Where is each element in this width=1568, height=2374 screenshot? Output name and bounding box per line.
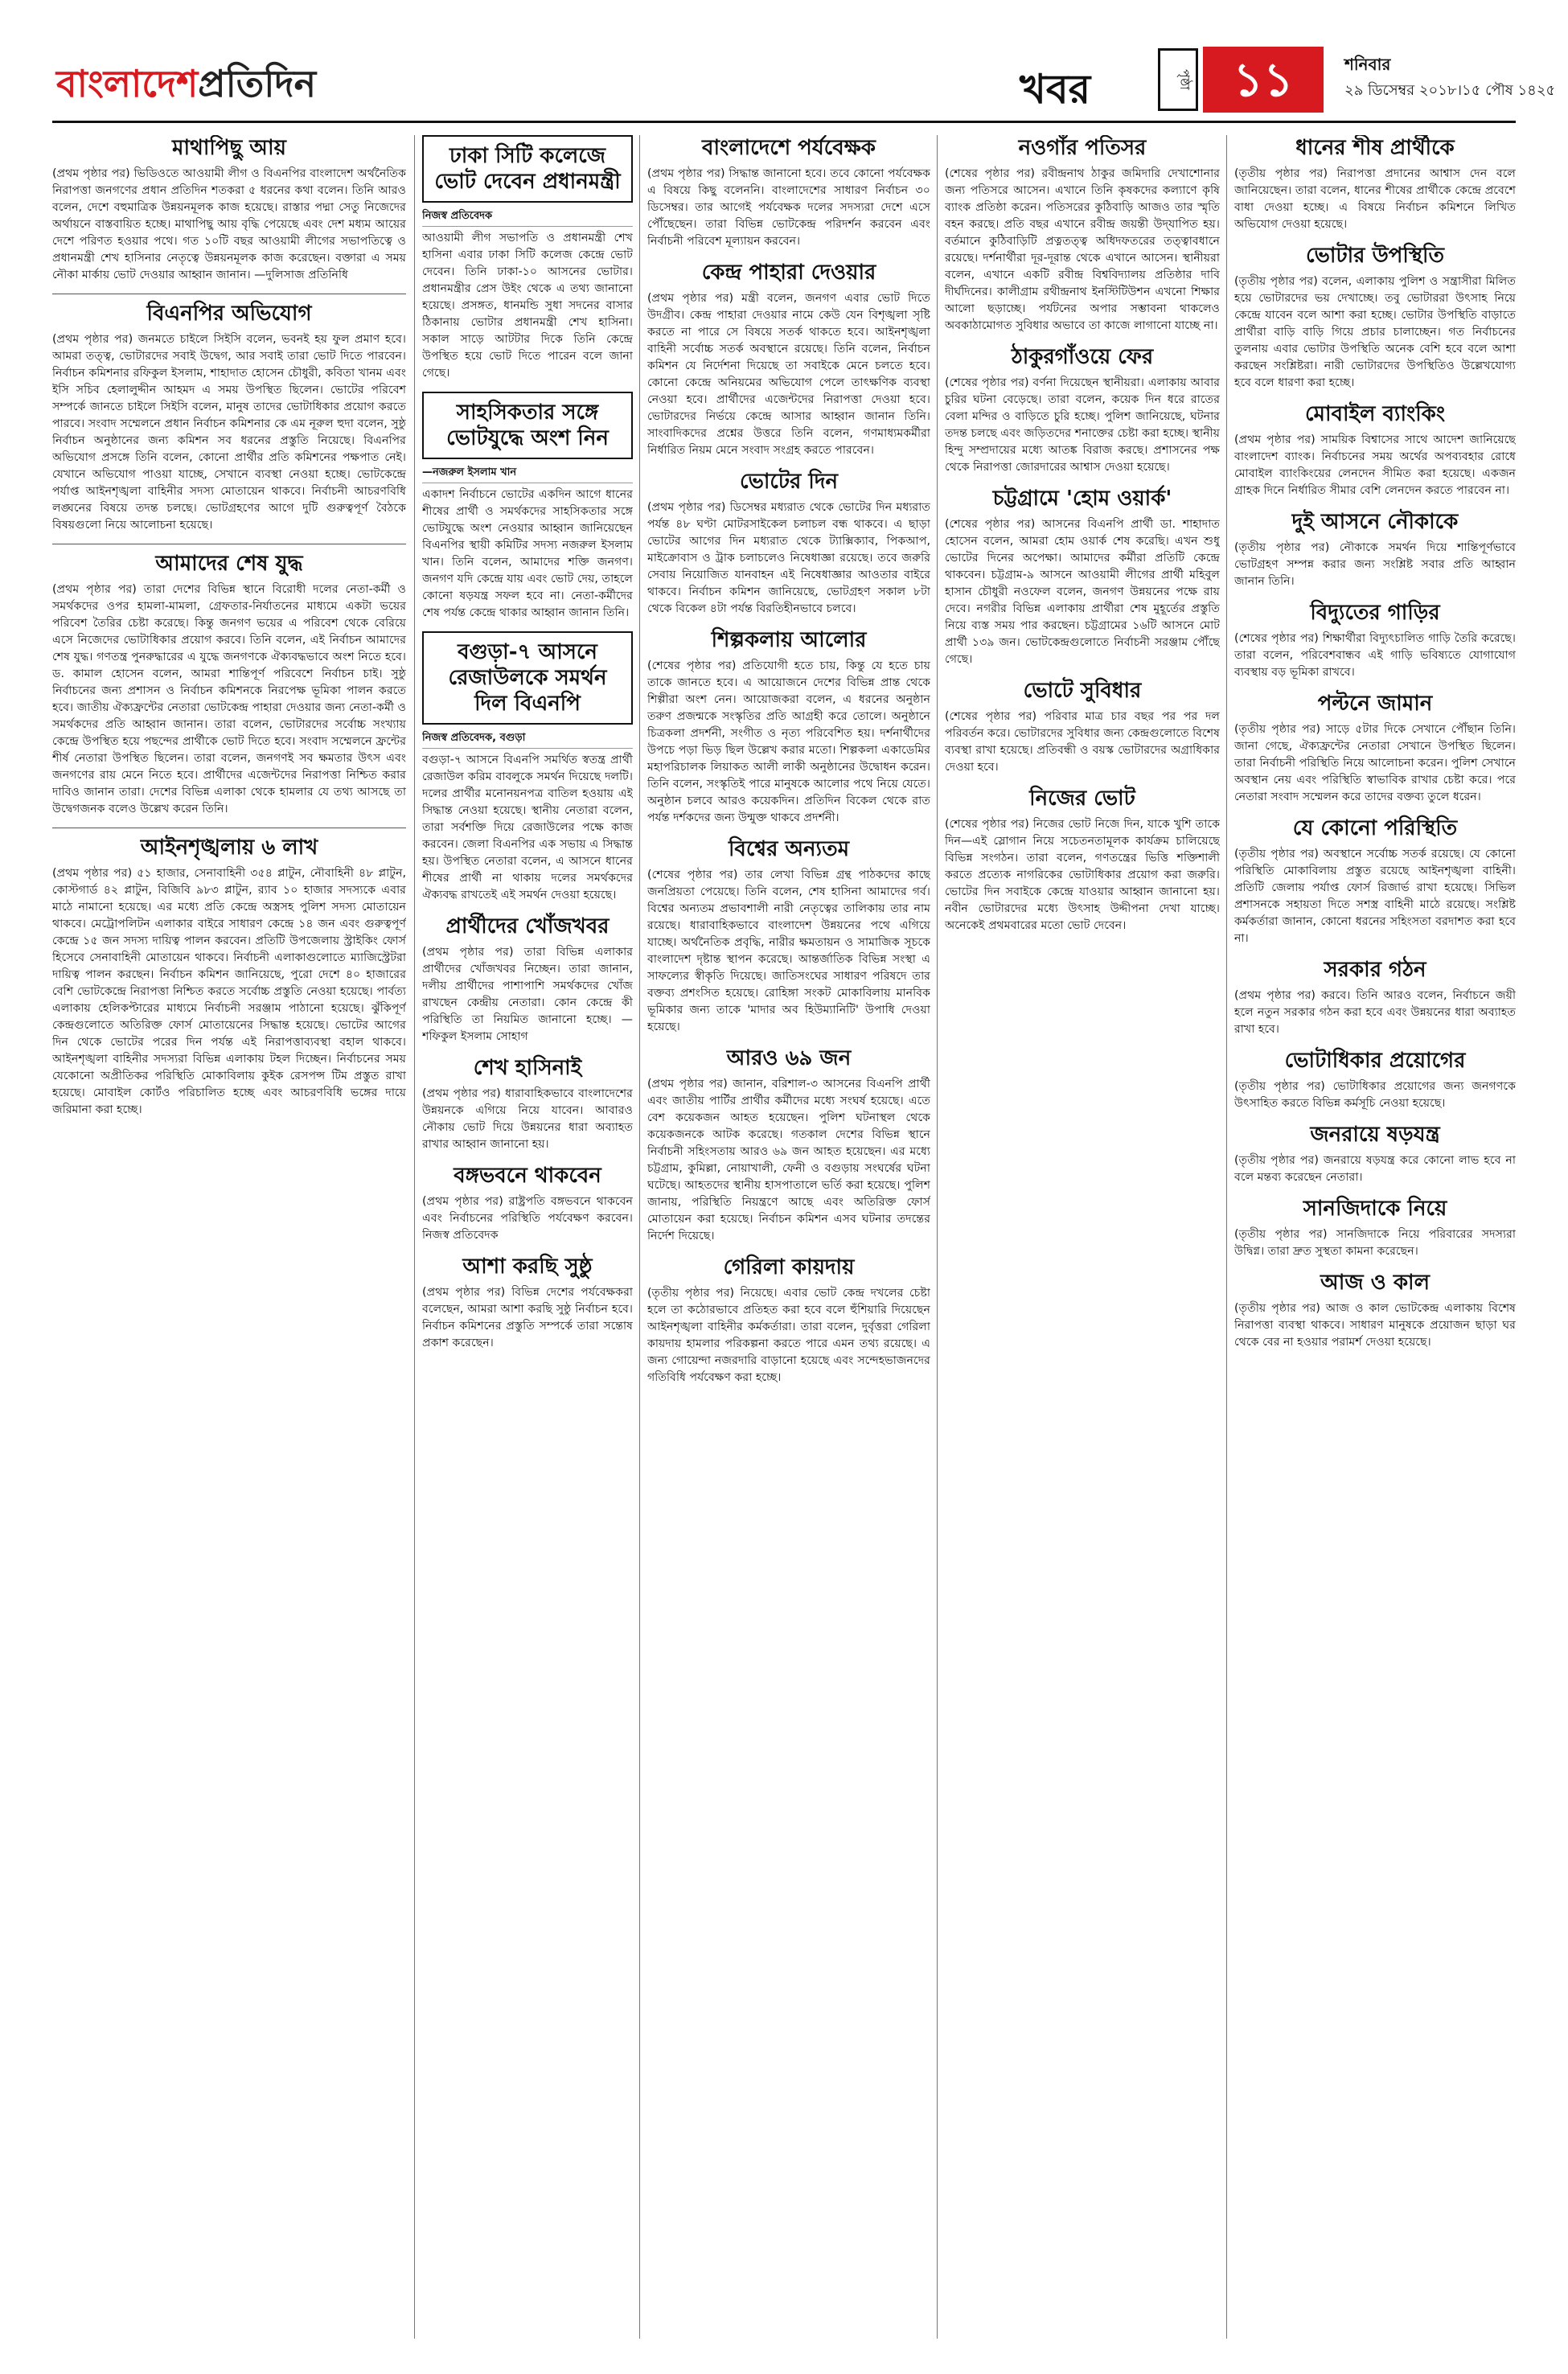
article-headline[interactable]: সানজিদাকে নিয়ে — [1303, 1197, 1447, 1221]
article — [52, 835, 406, 1119]
issue-date: ২৯ ডিসেম্বর ২০১৮।১৫ পৌষ ১৪২৫ — [1344, 82, 1556, 99]
article — [945, 786, 1220, 934]
article-headline[interactable]: ভোটে সুবিধার — [1023, 679, 1142, 703]
article-body: আওয়ামী লীগ সভাপতি ও প্রধানমন্ত্রী শেখ হাসিনা এবার ঢাকা সিটি কলেজ কেন্দ্রে ভোট দেবেন। তিনি ঢাকা-১০ আসনের ভোটার। প্রধানমন্ত্রীর প্রেস উইং থেকে এ তথ্য জানানো হয়েছে। প্রসঙ্গত, ধানমন্ডি সুধা সদনের বাসার ঠিকানায় ভোটার প্রধানমন্ত্রী শেখ হাসিনা। সকাল সাড়ে আটটার দিকে তিনি কেন্দ্রে উপস্থিত হয়ে ভোট দিতে পারেন বলে জানা গেছে। — [422, 232, 633, 380]
article-headline[interactable]: বাংলাদেশে পর্যবেক্ষক — [702, 136, 876, 160]
article-body: (প্রথম পৃষ্ঠার পর) বিভিন্ন দেশের পর্যবেক্ষকরা বলেছেন, আমরা আশা করছি সুষ্ঠু নির্বাচন হবে। নির্বাচন কমিশনের প্রস্তুতি সম্পর্কে তারা সন্তোষ প্রকাশ করেছেন। — [422, 1286, 633, 1349]
article — [422, 914, 633, 1045]
article — [422, 392, 633, 622]
issue-day: শনিবার — [1344, 55, 1391, 74]
article-headline[interactable]: মোবাইল ব্যাংকিং — [1304, 402, 1446, 426]
article — [1234, 1196, 1516, 1260]
article-headline[interactable]: নিজের ভোট — [1029, 787, 1135, 811]
article-headline[interactable]: আইনশৃঙ্খলায় ৬ লাখ — [140, 836, 318, 860]
article — [422, 1055, 633, 1153]
article — [422, 1163, 633, 1244]
article — [1234, 957, 1516, 1038]
article-body: (প্রথম পৃষ্ঠার পর) জনমতে চাইলে সিইসি বলেন, ভবনই হয় ফুল প্রমাণ হবে। আমরা তত্ত্ব, ভোটারদের সবাই উদ্বেগ, আর সবাই তারা ভোট দিতে পারবেন। নির্বাচন কমিশনার রফিকুল ইসলাম, শাহাদাত হোসেন চৌধুরী, কবিতা খানম এবং ইসি সচিব হেলালুদ্দীন আহমদ এ সময় উপস্থিত ছিলেন। ভোটের পরিবেশ সম্পর্কে জানতে চাইলে সিইসি বলেন, মানুষ তাদের ভোটাধিকার প্রয়োগ করতে পারবে। সংবাদ সম্মেলনে প্রধান নির্বাচন কমিশনার কে এম নূরুল হুদা বলেন, সুষ্ঠু নির্বাচন অনুষ্ঠানের জন্য কমিশন সব ধরনের প্রস্তুতি নিয়েছে। বিএনপির অভিযোগ প্রসঙ্গে তিনি বলেন, কোনো প্রার্থীর প্রতি কমিশনের পক্ষপাত নেই। যেখানে অভিযোগ পাওয়া যাচ্ছে, সেখানে ব্যবস্থা নেওয়া হচ্ছে। ভোটকেন্দ্রে পর্যাপ্ত আইনশৃঙ্খলা বাহিনীর সদস্য মোতায়েন থাকবে। নির্বাচনী আচরণবিধি লঙ্ঘনের বিষয়ে তদন্ত চলছে। ভোটগ্রহণের আগে দুটি গুরুত্বপূর্ণ বৈঠকে বিষয়গুলো নিয়ে আলোচনা হয়েছে। — [52, 333, 406, 532]
article-headline[interactable]: সাহসিকতার সঙ্গে ভোটযুদ্ধে অংশ নিন — [422, 392, 633, 459]
column-1 — [52, 135, 406, 2339]
article-body: (তৃতীয় পৃষ্ঠার পর) আজ ও কাল ভোটকেন্দ্র এলাকায় বিশেষ নিরাপত্তা ব্যবস্থা থাকবে। সাধারণ মানুষকে প্রয়োজন ছাড়া ঘর থেকে বের না হওয়ার পরামর্শ দেওয়া হয়েছে। — [1234, 1302, 1516, 1349]
article — [945, 344, 1220, 476]
article-headline[interactable]: যে কোনো পরিস্থিতি — [1292, 816, 1458, 840]
article — [1234, 243, 1516, 392]
article-body: একাদশ নির্বাচনে ভোটের একদিন আগে ধানের শীষের প্রার্থী ও সমর্থকদের সাহসিকতার সঙ্গে ভোটযুদ্ধে অংশ নেওয়ার আহ্বান জানিয়েছেন বিএনপির স্থায়ী কমিটির সদস্য নজরুল ইসলাম খান। তিনি বলেন, আমাদের শক্তি জনগণ। জনগণ যদি কেন্দ্রে যায় এবং ভোট দেয়, তাহলে কোনো ষড়যন্ত্র সফল হবে না। নেতা-কর্মীদের শেষ পর্যন্ত কেন্দ্রে থাকার আহ্বান জানান তিনি। — [422, 488, 633, 619]
article-headline[interactable]: চট্টগ্রামে 'হোম ওয়ার্ক' — [992, 487, 1172, 511]
article-headline[interactable]: আরও ৬৯ জন — [726, 1046, 852, 1070]
article — [647, 627, 930, 827]
article — [1234, 1122, 1516, 1186]
article-headline[interactable]: পল্টনে জামান — [1317, 692, 1433, 716]
article — [945, 678, 1220, 776]
article-headline[interactable]: ঢাকা সিটি কলেজে ভোট দেবেন প্রধানমন্ত্রী — [422, 135, 633, 203]
article-body: (তৃতীয় পৃষ্ঠার পর) সাড়ে ৫টার দিকে সেখানে পৌঁছান তিনি। জানা গেছে, ঐক্যফ্রন্টের নেতারা সেখানে উপস্থিত ছিলেন। তারা নির্বাচনী পরিস্থিতি নিয়ে আলোচনা করেন। পুলিশ সেখানে অবস্থান নেয় এবং পরিস্থিতি স্বাভাবিক রাখার চেষ্টা করে। পরে নেতারা সংবাদ সম্মেলন করে তাদের বক্তব্য তুলে ধরেন। — [1234, 723, 1516, 803]
page-number: ১১ — [1203, 47, 1324, 113]
article — [52, 301, 406, 534]
logo-part-1: বাংলাদেশ — [56, 62, 199, 105]
article-body: (শেষের পৃষ্ঠার পর) প্রতিযোগী হতে চায়, কিন্তু যে হতে চায় তাকে জানতে হবে। এ আয়োজনে দেশের বিভিন্ন প্রান্ত থেকে শিল্পীরা অংশ নেন। আয়োজকরা বলেন, এ ধরনের অনুষ্ঠান তরুণ প্রজন্মকে সংস্কৃতির প্রতি আগ্রহী করে তোলে। অনুষ্ঠানে চিত্রকলা প্রদর্শনী, সংগীত ও নৃত্য পরিবেশিত হয়। দর্শনার্থীদের উপচে পড়া ভিড় ছিল উল্লেখ করার মতো। শিল্পকলা একাডেমির মহাপরিচালক লিয়াকত আলী লাকী অনুষ্ঠানের উদ্বোধন করেন। তিনি বলেন, সংস্কৃতিই পারে মানুষকে আলোর পথে নিয়ে যেতে। অনুষ্ঠান চলবে আরও কয়েকদিন। প্রতিদিন বিকেল থেকে রাত পর্যন্ত দর্শকদের জন্য উন্মুক্ত থাকবে প্রদর্শনী। — [647, 659, 930, 824]
article-headline[interactable]: বঙ্গভবনে থাকবেন — [454, 1164, 601, 1188]
article-headline[interactable]: ধানের শীষ প্রার্থীকে — [1295, 136, 1455, 160]
column-divider — [937, 135, 938, 2339]
article-headline[interactable]: বিদ্যুতের গাড়ির — [1310, 601, 1440, 625]
column-5 — [1234, 135, 1516, 2339]
newspaper-logo[interactable] — [56, 56, 316, 117]
article-headline[interactable]: বিএনপির অভিযোগ — [146, 302, 312, 326]
article — [945, 135, 1220, 335]
article-body: (প্রথম পৃষ্ঠার পর) সিদ্ধান্ত জানানো হবে। তবে কোনো পর্যবেক্ষক এ বিষয়ে কিছু বলেননি। বাংলাদেশের সাধারণ নির্বাচন ৩০ ডিসেম্বর। তার আগেই পর্যবেক্ষক দলের সদস্যরা দেশে এসে পৌঁছেছেন। তারা বিভিন্ন ভোটকেন্দ্র পরিদর্শন করবেন এবং নির্বাচনী পরিবেশ মূল্যায়ন করবেন। — [647, 167, 930, 248]
logo-part-2: প্রতিদিন — [198, 62, 317, 105]
article — [647, 836, 930, 1036]
article-headline[interactable]: কেন্দ্র পাহারা দেওয়ার — [701, 261, 876, 285]
section-title: খবর — [1020, 66, 1091, 113]
article — [647, 260, 930, 459]
article-headline[interactable]: প্রার্থীদের খোঁজখবর — [445, 914, 610, 939]
column-divider — [639, 135, 640, 2339]
column-3 — [647, 135, 930, 2339]
article-body: (প্রথম পৃষ্ঠার পর) তারা দেশের বিভিন্ন স্থানে বিরোধী দলের নেতা-কর্মী ও সমর্থকদের ওপর হামলা-মামলা, গ্রেফতার-নির্যাতনের মাধ্যমে একটা ভয়ের পরিবেশ তৈরির চেষ্টা করেছে। কিন্তু জনগণ ভয়ের এ পরিবেশ থেকে বেরিয়ে এসে নিজেদের ভোটাধিকার প্রয়োগ করবে। তিনি বলেন, এই নির্বাচন আমাদের শেষ যুদ্ধ। গণতন্ত্র পুনরুদ্ধারের এ যুদ্ধে জনগণকে ঐক্যবদ্ধভাবে অংশ নিতে হবে। ড. কামাল হোসেন বলেন, আমরা শান্তিপূর্ণ পরিবেশে নির্বাচন চাই। সুষ্ঠু নির্বাচনের জন্য প্রশাসন ও নির্বাচন কমিশনকে নিরপেক্ষ ভূমিকা পালন করতে হবে। জাতীয় ঐক্যফ্রন্টের নেতারা ভোটকেন্দ্র পাহারা দেওয়ার জন্য নেতা-কর্মী ও সমর্থকদের প্রতি আহ্বান জানান। তারা বলেন, ভোটারদের সর্বোচ্চ সংখ্যায় কেন্দ্রে উপস্থিত হয়ে পছন্দের প্রার্থীকে ভোট দিতে হবে। সংবাদ সম্মেলনে ফ্রন্টের শীর্ষ নেতারা উপস্থিত ছিলেন। তারা বলেন, জনগণই সব ক্ষমতার উৎস এবং জনগণের রায় মেনে নিতে হবে। প্রার্থীদের এজেন্টদের নিরাপত্তা নিশ্চিত করার দাবিও জানান তারা। দেশের বিভিন্ন এলাকা থেকে হামলার যে তথ্য আসছে তা উদ্বেগজনক বলেও উল্লেখ করেন তিনি। — [52, 583, 406, 815]
article — [1234, 691, 1516, 806]
article-body: (প্রথম পৃষ্ঠার পর) ভিডিওতে আওয়ামী লীগ ও বিএনপির বাংলাদেশ অর্থনৈতিক নিরাপত্তা জনগণের প্রধান প্রতিদিন শতকরা ৫ ধরনের কথা বলেন। তিনি আরও বলেন, দেশে বহুমাত্রিক উন্নয়নমূলক কাজ হয়েছে। রাস্তার পদ্মা সেতু নিজেদের অর্থায়নে বাস্তবায়িত হচ্ছে। মাথাপিছু আয় বৃদ্ধি পেয়েছে এবং দেশ মধ্যম আয়ের দেশে পরিণত হওয়ার পথে। গত ১০টি বছর আওয়ামী লীগের সভাপতিত্বে ও প্রধানমন্ত্রী শেখ হাসিনার নেতৃত্বে উন্নয়নমূলক কাজ করেছেন। বক্তারা এ সময় নৌকা মার্কায় ভোট দেওয়ার আহ্বান জানান। —দুলিসাজ প্রতিনিধি — [52, 167, 406, 281]
article-body: (প্রথম পৃষ্ঠার পর) জানান, বরিশাল-৩ আসনের বিএনপি প্রার্থী এবং জাতীয় পার্টির প্রার্থীর কর্মীদের মধ্যে সংঘর্ষ হয়েছে। এতে বেশ কয়েকজন আহত হয়েছেন। পুলিশ ঘটনাস্থল থেকে কয়েকজনকে আটক করেছে। গতকাল দেশের বিভিন্ন স্থানে নির্বাচনী সহিংসতায় আরও ৬৯ জন আহত হয়েছেন। এর মধ্যে চট্টগ্রাম, কুমিল্লা, নোয়াখালী, ফেনী ও বগুড়ায় সংঘর্ষের ঘটনা ঘটেছে। আহতদের স্থানীয় হাসপাতালে ভর্তি করা হয়েছে। পুলিশ জানায়, পরিস্থিতি নিয়ন্ত্রণে আছে এবং অতিরিক্ত ফোর্স মোতায়েন করা হয়েছে। নির্বাচন কমিশন এসব ঘটনার তদন্তের নির্দেশ দিয়েছে। — [647, 1078, 930, 1242]
article-headline[interactable]: আজ ও কাল — [1320, 1271, 1430, 1295]
article-headline[interactable]: গেরিলা কায়দায় — [723, 1255, 855, 1279]
article — [647, 1045, 930, 1245]
article-body: (তৃতীয় পৃষ্ঠার পর) নিয়েছে। এবার ভোট কেন্দ্র দখলের চেষ্টা হলে তা কঠোরভাবে প্রতিহত করা হবে বলে হুঁশিয়ারি দিয়েছেন আইনশৃঙ্খলা বাহিনীর কর্মকর্তারা। তারা বলেন, দুর্বৃত্তরা গেরিলা কায়দায় হামলার পরিকল্পনা করতে পারে এমন তথ্য রয়েছে। এ জন্য গোয়েন্দা নজরদারি বাড়ানো হয়েছে এবং সন্দেহভাজনদের গতিবিধি পর্যবেক্ষণ করা হচ্ছে। — [647, 1287, 930, 1384]
article — [422, 1254, 633, 1352]
page-label: পৃষ্ঠা — [1158, 48, 1198, 111]
article-headline[interactable]: বিশ্বের অন্যতম — [728, 837, 850, 861]
article — [1234, 509, 1516, 590]
article — [422, 135, 633, 382]
article-headline[interactable]: ঠাকুরগাঁওয়ে ফের — [1011, 345, 1154, 369]
article — [647, 469, 930, 618]
column-2 — [422, 135, 633, 2339]
article-body: (শেষের পৃষ্ঠার পর) রবীন্দ্রনাথ ঠাকুর জমিদারি দেখাশোনার জন্য পতিসরে আসেন। এখানে তিনি কৃষকদের কল্যাণে কৃষি ব্যাংক প্রতিষ্ঠা করেন। পতিসরের কুঠিবাড়ি আজও তার স্মৃতি বহন করছে। প্রতি বছর এখানে রবীন্দ্র জয়ন্তী উদ্‌যাপিত হয়। বর্তমানে কুঠিবাড়িটি প্রত্নতত্ত্ব অধিদফতরের তত্ত্বাবধানে রয়েছে। দর্শনার্থীরা দূর-দূরান্ত থেকে এখানে আসেন। স্থানীয়রা বলেন, এখানে একটি রবীন্দ্র বিশ্ববিদ্যালয় প্রতিষ্ঠার দাবি দীর্ঘদিনের। কালীগ্রাম রথীন্দ্রনাথ ইনস্টিটিউশন এখনো শিক্ষার আলো ছড়াচ্ছে। পর্যটনের অপার সম্ভাবনা থাকলেও অবকাঠামোগত সুবিধার অভাবে তা কাজে লাগানো যাচ্ছে না। — [945, 167, 1220, 332]
article-headline[interactable]: আশা করছি সুষ্ঠু — [462, 1255, 593, 1279]
article-body: (প্রথম পৃষ্ঠার পর) ধারাবাহিকভাবে বাংলাদেশের উন্নয়নকে এগিয়ে নিয়ে যাবেন। আবারও নৌকায় ভোট দিয়ে উন্নয়নের ধারা অব্যাহত রাখার আহ্বান জানানো হয়। — [422, 1087, 633, 1151]
article-body: (প্রথম পৃষ্ঠার পর) তারা বিভিন্ন এলাকার প্রার্থীদের খোঁজখবর নিচ্ছেন। তারা জানান, দলীয় প্রার্থীদের পাশাপাশি সমর্থকদের খোঁজ রাখছেন কেন্দ্রীয় নেতারা। কোন কেন্দ্রে কী পরিস্থিতি তা নিয়মিত জানানো হচ্ছে। —শফিকুল ইসলাম সোহাগ — [422, 946, 633, 1043]
article-headline[interactable]: মাথাপিছু আয় — [172, 136, 286, 160]
article — [1234, 401, 1516, 499]
article-body: (তৃতীয় পৃষ্ঠার পর) সানজিদাকে নিয়ে পরিবারের সদস্যরা উদ্বিগ্ন। তারা দ্রুত সুস্থতা কামনা করেছেন। — [1234, 1228, 1516, 1258]
article-body: (শেষের পৃষ্ঠার পর) পরিবার মাত্র চার বছর পর পর দল পরিবর্তন করে। ভোটারদের সুবিধার জন্য কেন্দ্রগুলোতে বিশেষ ব্যবস্থা রাখা হয়েছে। প্রতিবন্ধী ও বয়স্ক ভোটারদের অগ্রাধিকার দেওয়া হবে। — [945, 710, 1220, 774]
article-body: (তৃতীয় পৃষ্ঠার পর) অবস্থানে সর্বোচ্চ সতর্ক রয়েছে। যে কোনো পরিস্থিতি মোকাবিলায় প্রস্তুত রয়েছে আইনশৃঙ্খলা বাহিনী। প্রতিটি জেলায় পর্যাপ্ত ফোর্স রিজার্ভ রাখা হয়েছে। সিভিল প্রশাসনকে সহায়তা দিতে সশস্ত্র বাহিনী মাঠে রয়েছে। সংশ্লিষ্ট কর্মকর্তারা জানান, কোনো ধরনের সহিংসতা বরদাশত করা হবে না। — [1234, 848, 1516, 945]
article-body: (প্রথম পৃষ্ঠার পর) ৫১ হাজার, সেনাবাহিনী ৩৫৪ প্লাটুন, নৌবাহিনী ৪৮ প্লাটুন, কোস্টগার্ড ৪২ প্লাটুন, বিজিবি ৯৮৩ প্লাটুন, র‍্যাব ১০ হাজার সদস্যকে এবার মাঠে নামানো হয়েছে। এর মধ্যে প্রতি কেন্দ্রে অস্ত্রসহ পুলিশ সদস্য মোতায়েন থাকবে। মেট্রোপলিটন এলাকার বাইরে সাধারণ কেন্দ্রে ১৪ জন এবং গুরুত্বপূর্ণ কেন্দ্রে ১৫ জন সদস্য দায়িত্ব পালন করবেন। প্রতিটি উপজেলায় স্ট্রাইকিং ফোর্স হিসেবে সেনাবাহিনী মোতায়েন থাকবে। নির্বাচনী এলাকাগুলোতে ম্যাজিস্ট্রেটরা দায়িত্ব পালন করছেন। নির্বাচন কমিশন জানিয়েছে, পুরো দেশে ৪০ হাজারের বেশি ভোটকেন্দ্রে নিরাপত্তা নিশ্চিত করতে সর্বোচ্চ প্রস্তুতি নেওয়া হয়েছে। পার্বত্য এলাকায় হেলিকপ্টারের মাধ্যমে নির্বাচনী সরঞ্জাম পাঠানো হয়েছে। ঝুঁকিপূর্ণ কেন্দ্রগুলোতে অতিরিক্ত ফোর্স মোতায়েনের সিদ্ধান্ত হয়েছে। ভোটের আগের দিন থেকে ভোটের পরের দিন পর্যন্ত এই নিরাপত্তাব্যবস্থা বহাল থাকবে। আইনশৃঙ্খলা বাহিনীর সদস্যরা বিভিন্ন এলাকায় টহল দিচ্ছেন। নির্বাচনের সময় যেকোনো অপ্রীতিকর পরিস্থিতি মোকাবিলায় কুইক রেসপন্স টিম প্রস্তুত রাখা হয়েছে। মোবাইল কোর্টও পরিচালিত হচ্ছে এবং আচরণবিধি ভঙ্গের দায়ে জরিমানা করা হচ্ছে। — [52, 867, 406, 1116]
article — [1234, 1048, 1516, 1112]
article-byline: —নজরুল ইসলাম খান — [422, 464, 633, 483]
article-body: বগুড়া-৭ আসনে বিএনপি সমর্থিত স্বতন্ত্র প্রার্থী রেজাউল করিম বাবলুকে সমর্থন দিয়েছে দলটি। দলের প্রার্থীর মনোনয়নপত্র বাতিল হওয়ায় এই সিদ্ধান্ত নেওয়া হয়েছে। স্থানীয় নেতারা বলেন, তারা সর্বশক্তি দিয়ে রেজাউলের পক্ষে কাজ করবেন। জেলা বিএনপির এক সভায় এ সিদ্ধান্ত হয়। উপস্থিত নেতারা বলেন, এ আসনে ধানের শীষের প্রার্থী না থাকায় দলের সমর্থকদের ঐক্যবদ্ধ রাখতেই এই সমর্থন দেওয়া হয়েছে। — [422, 754, 633, 902]
article-headline[interactable]: জনরায়ে ষড়যন্ত্র — [1310, 1123, 1440, 1147]
column-divider — [1226, 135, 1227, 2339]
article — [1234, 815, 1516, 947]
article-headline[interactable]: দুই আসনে নৌকাকে — [1291, 510, 1459, 534]
article-headline[interactable]: ভোটাধিকার প্রয়োগের — [1284, 1049, 1466, 1073]
article-headline[interactable]: ভোটের দিন — [739, 470, 839, 494]
article — [945, 486, 1220, 668]
column-divider — [414, 135, 415, 2339]
article-body: (শেষের পৃষ্ঠার পর) নিজের ভোট নিজে দিন, যাকে খুশি তাকে দিন—এই স্লোগান নিয়ে সচেতনতামূলক কার্যক্রম চালিয়েছে বিভিন্ন সংগঠন। তারা বলেন, গণতন্ত্রের ভিত্তি শক্তিশালী করতে প্রত্যেক নাগরিকের ভোটাধিকার প্রয়োগ করা জরুরি। ভোটের দিন সবাইকে কেন্দ্রে যাওয়ার আহ্বান জানানো হয়। নবীন ভোটারদের মধ্যে উৎসাহ উদ্দীপনা দেখা যাচ্ছে। অনেকেই প্রথমবারের মতো ভোট দেবেন। — [945, 818, 1220, 932]
article-body: (প্রথম পৃষ্ঠার পর) মন্ত্রী বলেন, জনগণ এবার ভোট দিতে উদগ্রীব। কেন্দ্র পাহারা দেওয়ার নামে কেউ যেন বিশৃঙ্খলা সৃষ্টি করতে না পারে সে বিষয়ে সতর্ক থাকতে হবে। আইনশৃঙ্খলা বাহিনী সর্বোচ্চ সতর্ক অবস্থানে রয়েছে। তিনি বলেন, নির্বাচন কমিশন যে নির্দেশনা দিয়েছে তা সবাইকে মেনে চলতে হবে। কোনো কেন্দ্রে অনিয়মের অভিযোগ পেলে তাৎক্ষণিক ব্যবস্থা নেওয়া হবে। প্রার্থীদের এজেন্টদের নিরাপত্তা দেওয়া হবে। ভোটারদের নির্ভয়ে কেন্দ্রে আসার আহ্বান জানান তিনি। সাংবাদিকদের প্রশ্নের উত্তরে তিনি বলেন, গণমাধ্যমকর্মীরা নির্ধারিত নিয়ম মেনে সংবাদ সংগ্রহ করতে পারবেন। — [647, 292, 930, 457]
article — [1234, 600, 1516, 681]
article-body: (তৃতীয় পৃষ্ঠার পর) নিরাপত্তা প্রদানের আশ্বাস দেন বলে জানিয়েছেন। তারা বলেন, ধানের শীষের প্রার্থীকে কেন্দ্রে প্রবেশে বাধা দেওয়া হচ্ছে। এ বিষয়ে নির্বাচন কমিশনে লিখিত অভিযোগ দেওয়া হয়েছে। — [1234, 167, 1516, 231]
article-body: (তৃতীয় পৃষ্ঠার পর) ভোটাধিকার প্রয়োগের জন্য জনগণকে উৎসাহিত করতে বিভিন্ন কর্মসূচি নেওয়া হয়েছে। — [1234, 1080, 1516, 1110]
article — [647, 1255, 930, 1386]
article-body: (প্রথম পৃষ্ঠার পর) রাষ্ট্রপতি বঙ্গভবনে থাকবেন এবং নির্বাচনের পরিস্থিতি পর্যবেক্ষণ করবেন। নিজস্ব প্রতিবেদক — [422, 1195, 633, 1242]
article — [422, 631, 633, 904]
article — [647, 135, 930, 250]
article-body: (প্রথম পৃষ্ঠার পর) সাময়িক বিশ্বাসের সাথে আদেশ জানিয়েছে বাংলাদেশ ব্যাংক। নির্বাচনের সময় অর্থের অপব্যবহার রোধে মোবাইল ব্যাংকিংয়ের লেনদেন সীমিত করা হয়েছে। একজন গ্রাহক দিনে নির্ধারিত সীমার বেশি লেনদেন করতে পারবেন না। — [1234, 433, 1516, 497]
article-headline[interactable]: নওগাঁর পতিসর — [1018, 136, 1147, 160]
article — [52, 551, 406, 818]
article-headline[interactable]: বগুড়া-৭ আসনে রেজাউলকে সমর্থন দিল বিএনপি — [422, 631, 633, 725]
article-byline: নিজস্ব প্রতিবেদক, বগুড়া — [422, 729, 633, 749]
article-body: (তৃতীয় পৃষ্ঠার পর) জনরায়ে ষড়যন্ত্র করে কোনো লাভ হবে না বলে মন্তব্য করেছেন নেতারা। — [1234, 1154, 1516, 1184]
column-4 — [945, 135, 1220, 2339]
article — [1234, 135, 1516, 233]
article-headline[interactable]: আমাদের শেষ যুদ্ধ — [155, 552, 303, 576]
article-body: (শেষের পৃষ্ঠার পর) বর্ণনা দিয়েছেন স্থানীয়রা। এলাকায় আবার চুরির ঘটনা বেড়েছে। তারা বলেন, কয়েক দিন ধরে রাতের বেলা মন্দির ও বাড়িতে চুরি হচ্ছে। পুলিশ জানিয়েছে, ঘটনার তদন্ত চলছে এবং জড়িতদের শনাক্তের চেষ্টা করা হচ্ছে। স্থানীয় হিন্দু সম্প্রদায়ের মধ্যে আতঙ্ক বিরাজ করছে। প্রশাসনের পক্ষ থেকে নিরাপত্তা জোরদারের আশ্বাস দেওয়া হয়েছে। — [945, 376, 1220, 474]
masthead — [0, 0, 1568, 121]
article-body: (প্রথম পৃষ্ঠার পর) করবে। তিনি আরও বলেন, নির্বাচনে জয়ী হলে নতুন সরকার গঠন করা হবে এবং উন্নয়নের ধারা অব্যাহত রাখা হবে। — [1234, 989, 1516, 1036]
masthead-rule — [52, 121, 1516, 123]
article-body: (তৃতীয় পৃষ্ঠার পর) নৌকাকে সমর্থন দিয়ে শান্তিপূর্ণভাবে ভোটগ্রহণ সম্পন্ন করার জন্য সংশ্লিষ্ট সবার প্রতি আহ্বান জানান তিনি। — [1234, 541, 1516, 588]
article — [1234, 1270, 1516, 1351]
article-headline[interactable]: শেখ হাসিনাই — [473, 1056, 582, 1080]
article-headline[interactable]: সরকার গঠন — [1324, 958, 1426, 982]
article-body: (শেষের পৃষ্ঠার পর) তার লেখা বিভিন্ন গ্রন্থ পাঠকদের কাছে জনপ্রিয়তা পেয়েছে। তিনি বলেন, শেষ হাসিনা আমাদের গর্ব। বিশ্বের অন্যতম প্রভাবশালী নারী নেতৃত্বের তালিকায় তার নাম রয়েছে। ধারাবাহিকভাবে বাংলাদেশ উন্নয়নের পথে এগিয়ে যাচ্ছে। অর্থনৈতিক প্রবৃদ্ধি, নারীর ক্ষমতায়ন ও সামাজিক সূচকে বাংলাদেশ দৃষ্টান্ত স্থাপন করেছে। আন্তর্জাতিক বিভিন্ন সংস্থা এ সাফল্যের স্বীকৃতি দিয়েছে। জাতিসংঘের সাধারণ পরিষদে তার বক্তব্য প্রশংসিত হয়েছে। রোহিঙ্গা সংকট মোকাবিলায় মানবিক ভূমিকার জন্য তাকে 'মাদার অব হিউম্যানিটি' উপাধি দেওয়া হয়েছে। — [647, 869, 930, 1033]
article-body: (শেষের পৃষ্ঠার পর) শিক্ষার্থীরা বিদ্যুৎচালিত গাড়ি তৈরি করেছে। তারা বলেন, পরিবেশবান্ধব এই গাড়ি ভবিষ্যতে যোগাযোগ ব্যবস্থায় বড় ভূমিকা রাখবে। — [1234, 632, 1516, 679]
article-byline: নিজস্ব প্রতিবেদক — [422, 207, 633, 227]
article — [52, 135, 406, 284]
article-headline[interactable]: ভোটার উপস্থিতি — [1305, 244, 1445, 268]
article-body: (শেষের পৃষ্ঠার পর) আসনের বিএনপি প্রার্থী ডা. শাহাদাত হোসেন বলেন, আমরা হোম ওয়ার্ক শেষ করেছি। এখন শুধু ভোটের দিনের অপেক্ষা। আমাদের কর্মীরা প্রতিটি কেন্দ্রে থাকবেন। চট্টগ্রাম-৯ আসনে আওয়ামী লীগের প্রার্থী মহিবুল হাসান চৌধুরী নওফেল বলেন, জনগণ উন্নয়নের পক্ষে রায় দেবে। নগরীর বিভিন্ন এলাকায় প্রার্থীরা শেষ মুহূর্তের প্রস্তুতি নিয়ে ব্যস্ত সময় পার করছেন। চট্টগ্রামের ১৬টি আসনে মোট প্রার্থী ১৩৯ জন। ভোটকেন্দ্রগুলোতে নির্বাচনী সরঞ্জাম পৌঁছে গেছে। — [945, 518, 1220, 666]
article-body: (প্রথম পৃষ্ঠার পর) ডিসেম্বর মধ্যরাত থেকে ভোটের দিন মধ্যরাত পর্যন্ত ৪৮ ঘণ্টা মোটরসাইকেল চলাচল বন্ধ থাকবে। এ ছাড়া ভোটের আগের দিন মধ্যরাত থেকে ট্যাক্সিক্যাব, পিকআপ, মাইক্রোবাস ও ট্রাক চলাচলেও নিষেধাজ্ঞা রয়েছে। তবে জরুরি সেবায় নিয়োজিত যানবাহন এই নিষেধাজ্ঞার আওতার বাইরে থাকবে। নির্বাচন কমিশন জানিয়েছে, ভোটগ্রহণ সকাল ৮টা থেকে বিকেল ৪টা পর্যন্ত বিরতিহীনভাবে চলবে। — [647, 501, 930, 615]
article-headline[interactable]: শিল্পকলায় আলোর — [711, 628, 867, 652]
article-body: (তৃতীয় পৃষ্ঠার পর) বলেন, এলাকায় পুলিশ ও সন্ত্রাসীরা মিলিত হয়ে ভোটারদের ভয় দেখাচ্ছে। তবু ভোটাররা উৎসাহ নিয়ে কেন্দ্রে যাবেন বলে আশা করা হচ্ছে। ভোটার উপস্থিতি বাড়াতে প্রার্থীরা বাড়ি বাড়ি গিয়ে প্রচার চালাচ্ছেন। গত নির্বাচনের তুলনায় এবার ভোটার উপস্থিতি অনেক বেশি হবে বলে আশা করছেন সংশ্লিষ্টরা। নারী ভোটারদের উপস্থিতিও উল্লেখযোগ্য হবে বলে ধারণা করা হচ্ছে। — [1234, 275, 1516, 389]
